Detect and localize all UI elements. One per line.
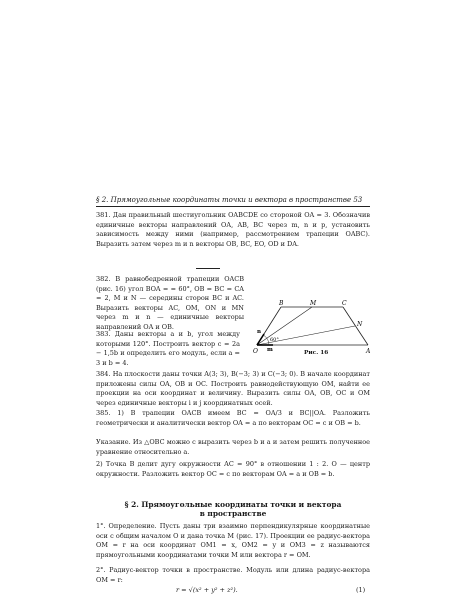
- label-n: n: [257, 329, 261, 335]
- label-B: B: [279, 300, 284, 307]
- header-rule: [96, 206, 370, 207]
- formula-modulus: r = √(x² + y² + z²).: [176, 586, 238, 594]
- problem-382: 382. В равнобедренной трапеции OACB (рис. 16) угол BOA = = 60°, OB = BC = CA = 2, M и N — середины сторон BC и AC. Выразить векторы AC, OM, ON и MN через m и n — единичные векторы направлений OA и OB.: [96, 275, 244, 331]
- hint: Указание. Из △OBC можно с выразить через b и a и затем решить полученное уравнение относительно a.: [96, 438, 370, 456]
- label-M: M: [310, 300, 317, 307]
- figure-caption: Рис. 16: [304, 350, 329, 356]
- equation-number: (1): [356, 586, 366, 594]
- section-title-line1: § 2. Прямоугольные координаты точки и вектора: [124, 500, 342, 509]
- problem-383: 383. Даны векторы a и b, угол между которыми 120°. Построить вектор c = 2a − 1,5b и определить его модуль, если a = 3 и b = 4.: [96, 330, 240, 367]
- segment-OM: [257, 307, 312, 345]
- problem-384: 384. На плоскости даны точки A(3; 3), B(−3; 3) и C(−3; 0). В начале координат приложены силы OA, OB и OC. Построить равнодействующую OM, найти ее проекции на оси координат и величину. Выразить силы OA, OB, OC и OM через единичные векторы i и j координатных осей.: [96, 370, 370, 407]
- separator-rule: [196, 268, 220, 269]
- label-O: O: [253, 348, 258, 355]
- unit-vector-n: [257, 334, 264, 345]
- problem-385: 385. 1) В трапеции OACB имеем BC = OA/3 и BC||OA. Разложить геометрически и аналитически вектор OA = a по векторам OC = c и OB = b.: [96, 409, 370, 427]
- side-CA: [343, 307, 368, 345]
- label-A: A: [366, 348, 371, 355]
- definition-paragraph: 1°. Определение. Пусть даны три взаимно перпендикулярные координатные оси с общим началом O и дана точка M (рис. 17). Проекции ее радиус-вектора OM = r на оси координат OM1 = x, OM2 = y и OM3 = z называются прямоугольными координатами точки M или вектора r = OM.: [96, 522, 370, 559]
- trapezoid-figure: [243, 297, 373, 367]
- radius-vector-paragraph: 2°. Радиус-вектор точки в пространстве. Модуль или длина радиус-вектора OM = r:: [96, 566, 370, 584]
- label-m: m: [267, 347, 273, 353]
- label-N: N: [357, 321, 363, 328]
- label-C: C: [342, 300, 347, 307]
- running-header: § 2. Прямоугольные координаты точки и вектора в пространстве 53: [96, 196, 363, 204]
- problem-385-part2: 2) Точка B делит дугу окружности AC = 90° в отношении 1 : 2. O — центр окружности. Разложить вектор OC = c по векторам OA = a и OB = b.: [96, 460, 370, 478]
- section-title-line2: в пространстве: [199, 509, 267, 518]
- label-angle: 60°: [270, 337, 279, 343]
- problem-381: 381. Дан правильный шестиугольник OABCDE со стороной OA = 3. Обозначив единичные векторы направлений OA, AB, BC через m, n и p, установить зависимость между ними (например, рассмотрением трапеции OABC). Выразить затем через m и n векторы OB, BC, EO, OD и DA.: [96, 211, 370, 248]
